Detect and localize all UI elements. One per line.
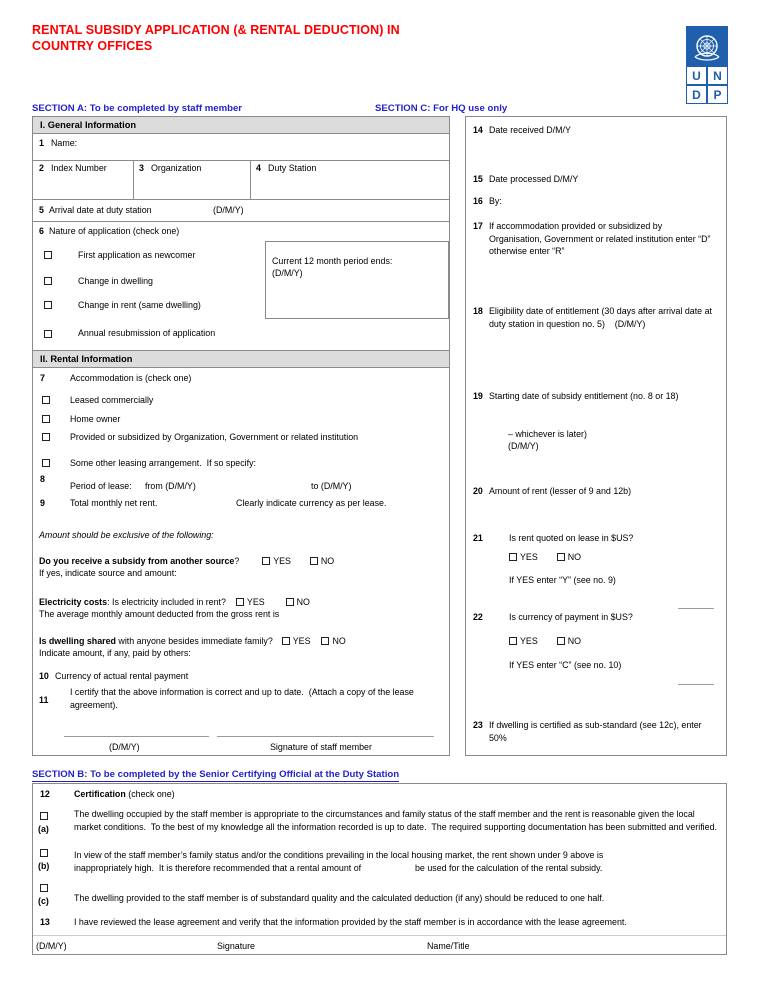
certification-a-text: The dwelling occupied by the staff member is appropriate to the circumstances and family status of the staff member and the rent is reasonable given the local market conditions. To the best of my knowledge all the information recorded is up to date. The required supporting documentation has been submitted and verified. xyxy=(74,809,717,832)
q22-label: Is currency of payment in $US? xyxy=(509,612,633,622)
electricity-question-row xyxy=(39,596,310,609)
q8-number: 8 xyxy=(40,474,45,484)
q12-title-row xyxy=(74,788,175,801)
q21-number: 21 xyxy=(473,533,483,543)
current-period-line2: (D/M/Y) xyxy=(272,268,303,278)
q2-number: 2 xyxy=(39,163,44,173)
q1-label: Name: xyxy=(51,138,78,148)
certification-a-tag: (a) xyxy=(38,824,49,834)
q11-number: 11 xyxy=(39,695,49,705)
subsidy-question-rest: ? xyxy=(234,556,240,566)
shared-no-label: NO xyxy=(332,636,346,646)
checkbox-shared-no[interactable] xyxy=(321,637,329,645)
shared-yes-label: YES xyxy=(292,636,311,646)
electricity-subtext: The average monthly amount deducted from the gross rent is xyxy=(39,609,280,619)
checkbox-first-application[interactable] xyxy=(44,251,52,259)
checkbox-subsidy-yes[interactable] xyxy=(262,557,270,565)
q6-label: Nature of application (check one) xyxy=(49,226,180,236)
q22-yes-label: YES xyxy=(520,636,538,646)
rental-information-heading: II. Rental Information xyxy=(33,351,449,368)
q12-rest: (check one) xyxy=(128,789,175,799)
q4-number: 4 xyxy=(256,163,261,173)
certification-c-tag: (c) xyxy=(38,896,49,906)
checkbox-provided-or-subsidized[interactable] xyxy=(42,433,50,441)
checkbox-q22-no[interactable] xyxy=(557,637,565,645)
q22-hint: If YES enter “C” (see no. 10) xyxy=(509,660,622,670)
q10-number: 10 xyxy=(39,671,49,681)
row-divider-1 xyxy=(33,160,449,161)
checkbox-subsidy-no[interactable] xyxy=(310,557,318,565)
q17-label: If accommodation provided or subsidized by Organisation, Government or related institution enter “D” otherwise enter “R” xyxy=(489,221,713,256)
exclusive-note: Amount should be exclusive of the following: xyxy=(39,530,214,540)
q21-hint: If YES enter “Y” (see no. 9) xyxy=(509,575,616,585)
section-b-label: SECTION B: To be completed by the Senior Certifying Official at the Duty Station xyxy=(32,769,400,780)
q7-number: 7 xyxy=(40,373,45,383)
general-information-heading: I. General Information xyxy=(33,117,449,134)
q6-option-0: First application as newcomer xyxy=(78,250,196,260)
col-divider-2 xyxy=(250,160,251,199)
section-b-footer-divider xyxy=(33,935,726,936)
page-title: RENTAL SUBSIDY APPLICATION (& RENTAL DEDUCTION) IN COUNTRY OFFICES xyxy=(32,23,400,53)
subsidy-yes-label: YES xyxy=(273,556,291,566)
checkbox-other-leasing[interactable] xyxy=(42,459,50,467)
q10-label: Currency of actual rental payment xyxy=(55,671,189,681)
q16-label: By: xyxy=(489,196,502,206)
current-period-box xyxy=(265,241,449,319)
subsidy-subtext: If yes, indicate source and amount: xyxy=(39,568,177,578)
q3-label: Organization xyxy=(151,163,202,173)
q4-label: Duty Station xyxy=(268,163,317,173)
checkbox-annual-resubmission[interactable] xyxy=(44,330,52,338)
q19-sub2: (D/M/Y) xyxy=(508,441,539,451)
q7-option-1: Home owner xyxy=(70,414,121,424)
logo-letter-u: U xyxy=(686,66,707,85)
q5-label: Arrival date at duty station xyxy=(49,205,152,215)
q13-text: I have reviewed the lease agreement and verify that the information provided by the staff member is in accordance with the lease agreement. xyxy=(74,917,627,927)
subsidy-question-row xyxy=(39,555,334,568)
shared-dwelling-row xyxy=(39,635,346,648)
q21-yesno-row xyxy=(509,551,581,564)
row-divider-2 xyxy=(33,199,449,200)
q16-number: 16 xyxy=(473,196,483,206)
q7-option-0: Leased commercially xyxy=(70,395,154,405)
q6-option-1: Change in dwelling xyxy=(78,276,153,286)
q21-label: Is rent quoted on lease in $US? xyxy=(509,533,634,543)
logo-letter-n: N xyxy=(707,66,728,85)
q5-dmy: (D/M/Y) xyxy=(213,205,244,215)
q18-number: 18 xyxy=(473,306,483,316)
q15-number: 15 xyxy=(473,174,483,184)
q13-number: 13 xyxy=(40,917,50,927)
electricity-yes-label: YES xyxy=(246,597,265,607)
checkbox-electricity-yes[interactable] xyxy=(236,598,244,606)
q6-number: 6 xyxy=(39,226,44,236)
q7-option-3: Some other leasing arrangement. If so specify: xyxy=(70,458,256,468)
q17-number: 17 xyxy=(473,221,483,231)
checkbox-q21-yes[interactable] xyxy=(509,553,517,561)
subsidy-question-bold: Do you receive a subsidy from another source xyxy=(39,556,235,566)
footer-signature-label: Signature xyxy=(217,941,255,951)
section-a-label: SECTION A: To be completed by staff member xyxy=(32,103,243,114)
electricity-question-rest: : Is electricity included in rent? xyxy=(107,597,226,607)
q14-number: 14 xyxy=(473,125,483,135)
q12-bold: Certification xyxy=(74,789,126,799)
col-divider-1 xyxy=(133,160,134,199)
footer-name-title-label: Name/Title xyxy=(427,941,470,951)
q19-label: Starting date of subsidy entitlement (no. 8 or 18) xyxy=(489,391,679,401)
checkbox-leased-commercially[interactable] xyxy=(42,396,50,404)
q2-label: Index Number xyxy=(51,163,107,173)
undp-logo xyxy=(686,26,728,104)
checkbox-change-in-rent[interactable] xyxy=(44,301,52,309)
section-c-label: SECTION C: For HQ use only xyxy=(375,103,508,114)
q23-number: 23 xyxy=(473,720,483,730)
certification-b-text-2: inappropriately high. It is therefore recommended that a rental amount of xyxy=(74,863,362,873)
q12-number: 12 xyxy=(40,789,50,799)
q22-fill-line-top xyxy=(678,608,714,609)
q19-number: 19 xyxy=(473,391,483,401)
staff-signature-line xyxy=(217,736,434,737)
q7-option-2: Provided or subsidized by Organization, Government or related institution xyxy=(70,432,359,442)
un-emblem-icon xyxy=(686,26,728,66)
logo-letter-p: P xyxy=(707,85,728,104)
q22-yesno-row xyxy=(509,635,581,648)
footer-date-label: (D/M/Y) xyxy=(36,941,67,951)
checkbox-q21-no[interactable] xyxy=(557,553,565,561)
q8-to-label: to (D/M/Y) xyxy=(311,481,352,491)
q7-label: Accommodation is (check one) xyxy=(70,373,192,383)
q23-label: If dwelling is certified as sub-standard (see 12c), enter 50% xyxy=(489,720,705,743)
q8-from-label: from (D/M/Y) xyxy=(145,481,196,491)
certification-b-text-1: In view of the staff member’s family status and/or the conditions prevailing in the local housing market, the rent shown under 9 above is xyxy=(74,850,604,860)
q18-label: Eligibility date of entitlement (30 days after arrival date at duty station in question no. 5) (D/M/Y) xyxy=(489,306,715,329)
shared-dwelling-rest: with anyone besides immediate family? xyxy=(118,636,273,646)
shared-dwelling-subtext: Indicate amount, if any, paid by others: xyxy=(39,648,191,658)
row-divider-3 xyxy=(33,221,449,222)
checkbox-q22-yes[interactable] xyxy=(509,637,517,645)
checkbox-shared-yes[interactable] xyxy=(282,637,290,645)
certification-b-text-3: be used for the calculation of the rental subsidy. xyxy=(415,863,603,873)
signature-staff-label: Signature of staff member xyxy=(270,742,372,752)
shared-dwelling-bold: Is dwelling shared xyxy=(39,636,116,646)
q21-no-label: NO xyxy=(567,552,582,562)
checkbox-home-owner[interactable] xyxy=(42,415,50,423)
certification-b-tag: (b) xyxy=(38,861,50,871)
q1-number: 1 xyxy=(39,138,44,148)
checkbox-certification-c[interactable] xyxy=(40,884,48,892)
q11-label: I certify that the above information is correct and up to date. (Attach a copy of the lease agreement). xyxy=(70,687,417,710)
electricity-no-label: NO xyxy=(296,597,310,607)
q9-note: Clearly indicate currency as per lease. xyxy=(236,498,387,508)
checkbox-change-in-dwelling[interactable] xyxy=(44,277,52,285)
q22-number: 22 xyxy=(473,612,483,622)
checkbox-certification-a[interactable] xyxy=(40,812,48,820)
q8-label: Period of lease: xyxy=(70,481,132,491)
certification-c-text: The dwelling provided to the staff member is of substandard quality and the calculated deduction (if any) should be reduced to one half. xyxy=(74,893,605,903)
q22-fill-line-bottom xyxy=(678,684,714,685)
q19-sub1: – whichever is later) xyxy=(508,429,587,439)
q20-number: 20 xyxy=(473,486,483,496)
q9-label: Total monthly net rent. xyxy=(70,498,158,508)
q22-no-label: NO xyxy=(567,636,582,646)
q6-option-2: Change in rent (same dwelling) xyxy=(78,300,201,310)
q5-number: 5 xyxy=(39,205,44,215)
q3-number: 3 xyxy=(139,163,144,173)
date-signature-line xyxy=(64,736,209,737)
q14-label: Date received D/M/Y xyxy=(489,125,571,135)
checkbox-certification-b[interactable] xyxy=(40,849,48,857)
q15-label: Date processed D/M/Y xyxy=(489,174,579,184)
undp-letters xyxy=(686,66,728,104)
electricity-question-bold: Electricity costs xyxy=(39,597,108,607)
q20-label: Amount of rent (lesser of 9 and 12b) xyxy=(489,486,632,496)
current-period-line1: Current 12 month period ends: xyxy=(272,256,393,266)
q21-yes-label: YES xyxy=(520,552,538,562)
signature-date-label: (D/M/Y) xyxy=(109,742,140,752)
subsidy-no-label: NO xyxy=(320,556,335,566)
q9-number: 9 xyxy=(40,498,45,508)
logo-letter-d: D xyxy=(686,85,707,104)
q6-option-3: Annual resubmission of application xyxy=(78,328,216,338)
checkbox-electricity-no[interactable] xyxy=(286,598,294,606)
